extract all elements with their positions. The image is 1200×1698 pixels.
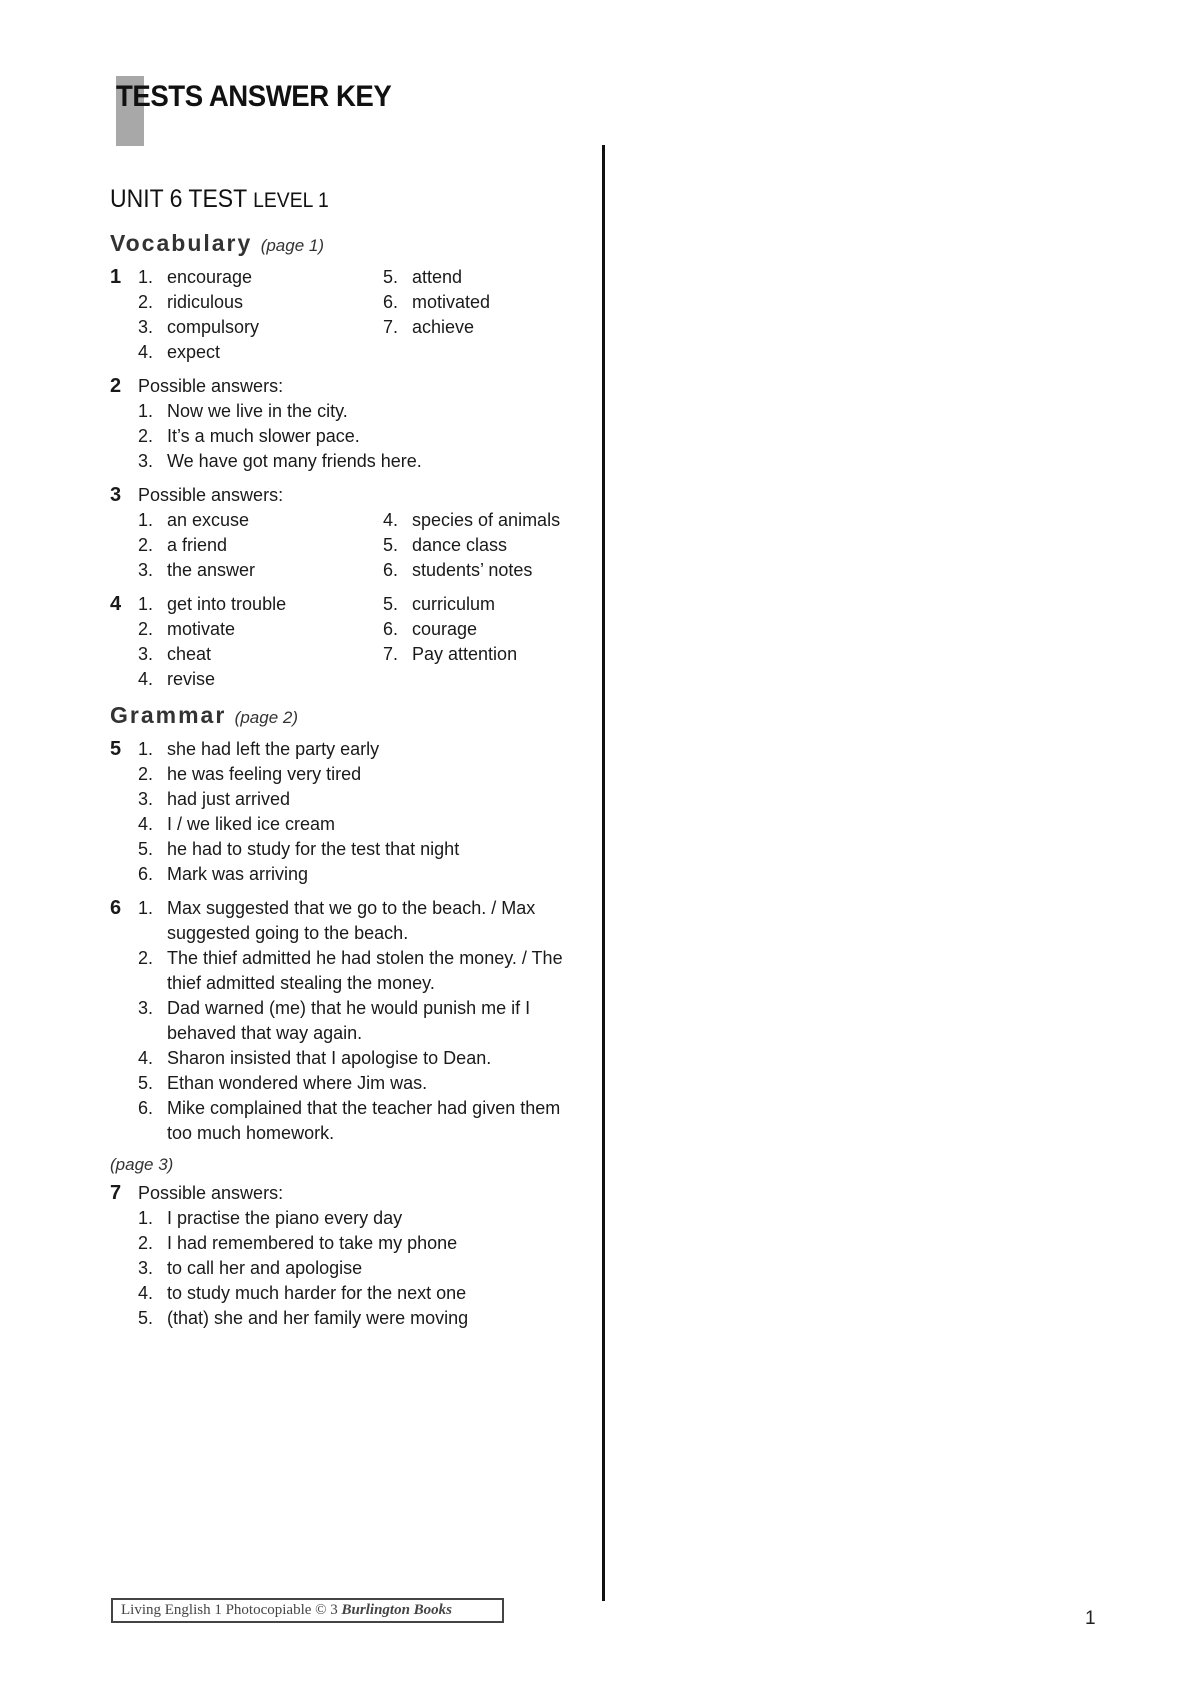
question-intro: Possible answers: — [138, 376, 284, 396]
question-number: 1 — [110, 266, 122, 288]
answer-item: 4. Sharon insisted that I apologise to Dean. — [138, 1048, 492, 1068]
answer-item: 1. an excuse — [138, 510, 250, 530]
question-number: 4 — [110, 593, 122, 615]
footer-copyright — [111, 1598, 504, 1623]
answer-item: 6. courage — [383, 619, 478, 639]
grammar-page-ref: (page 2) — [234, 708, 298, 727]
question-2 — [110, 374, 580, 474]
answer-item: 4. to study much harder for the next one — [138, 1283, 467, 1303]
answer-item: 2. The thief admitted he had stolen the money. / The thief admitted stealing the money. — [138, 948, 563, 993]
answer-item: 5. he had to study for the test that night — [138, 839, 460, 859]
grammar-heading-text: Grammar — [110, 702, 227, 728]
question-number: 3 — [110, 484, 122, 506]
answer-item: 3. cheat — [138, 644, 212, 664]
answer-item: 6. students’ notes — [383, 560, 533, 580]
vocabulary-heading — [110, 230, 580, 257]
answer-item: 4. I / we liked ice cream — [138, 814, 336, 834]
answer-item: 2. he was feeling very tired — [138, 764, 362, 784]
answer-item: 2. a friend — [138, 535, 228, 555]
question-number: 2 — [110, 375, 122, 397]
answer-list — [138, 896, 580, 1146]
vocabulary-page-ref: (page 1) — [260, 236, 325, 255]
answer-item: 6. Mike complained that the teacher had given them too much homework. — [138, 1098, 561, 1143]
left-column — [110, 185, 580, 1340]
page-number: 1 — [1085, 1608, 1096, 1629]
column-divider — [602, 145, 605, 1601]
page-3-ref: (page 3) — [110, 1155, 174, 1174]
unit-title-text: UNIT 6 TEST — [110, 185, 247, 213]
question-intro: Possible answers: — [138, 1183, 284, 1203]
question-1 — [110, 265, 580, 365]
answer-item: 5. curriculum — [383, 594, 496, 614]
answer-item: 1. get into trouble — [138, 594, 287, 614]
answer-item: 7. achieve — [383, 317, 475, 337]
unit-title — [110, 185, 542, 214]
answer-item: 4. revise — [138, 669, 216, 689]
answer-list-right — [383, 508, 580, 583]
answer-item: 2. ridiculous — [138, 292, 244, 312]
answer-item: 1. I practise the piano every day — [138, 1208, 403, 1228]
footer-text: Living English 1 Photocopiable © 3 — [121, 1602, 338, 1618]
answer-item: 2. I had remembered to take my phone — [138, 1233, 458, 1253]
answer-list-left — [138, 592, 383, 692]
answer-item: 6. motivated — [383, 292, 491, 312]
question-6 — [110, 896, 580, 1146]
answer-item: 5. dance class — [383, 535, 508, 555]
answer-item: 4. expect — [138, 342, 221, 362]
question-number: 5 — [110, 738, 122, 760]
answer-item: 5. Ethan wondered where Jim was. — [138, 1073, 428, 1093]
answer-item: 7. Pay attention — [383, 644, 518, 664]
grammar-heading — [110, 702, 580, 729]
answer-item: 1. she had left the party early — [138, 739, 380, 759]
answer-item: 3. the answer — [138, 560, 256, 580]
answer-item: 4. species of animals — [383, 510, 561, 530]
question-5 — [110, 737, 580, 887]
answer-list — [138, 737, 580, 887]
answer-item: 6. Mark was arriving — [138, 864, 309, 884]
answer-item: 5. (that) she and her family were moving — [138, 1308, 469, 1328]
question-4 — [110, 592, 580, 692]
footer-publisher: Burlington Books — [341, 1602, 453, 1618]
answer-item: 1. Max suggested that we go to the beach. / Max suggested going to the beach. — [138, 898, 536, 943]
vocabulary-heading-text: Vocabulary — [110, 230, 253, 256]
answer-item: 1. Now we live in the city. — [138, 401, 348, 421]
answer-item: 3. compulsory — [138, 317, 260, 337]
question-number: 7 — [110, 1182, 122, 1204]
question-3 — [110, 483, 580, 583]
answer-item: 3. We have got many friends here. — [138, 451, 422, 471]
unit-level: LEVEL 1 — [253, 189, 329, 212]
answer-item: 5. attend — [383, 267, 463, 287]
answer-item: 2. motivate — [138, 619, 236, 639]
answer-list-left — [138, 508, 383, 583]
answer-list-right — [383, 265, 580, 365]
answer-item: 1. encourage — [138, 267, 253, 287]
question-7 — [110, 1181, 580, 1331]
answer-list — [138, 399, 580, 474]
answer-item: 2. It’s a much slower pace. — [138, 426, 360, 446]
question-number: 6 — [110, 897, 122, 919]
answer-list-right — [383, 592, 580, 692]
question-intro: Possible answers: — [138, 485, 284, 505]
answer-list — [138, 1206, 580, 1331]
answer-item: 3. had just arrived — [138, 789, 291, 809]
answer-list-left — [138, 265, 383, 365]
page-title: TESTS ANSWER KEY — [116, 80, 392, 113]
answer-item: 3. to call her and apologise — [138, 1258, 363, 1278]
answer-item: 3. Dad warned (me) that he would punish me if I behaved that way again. — [138, 998, 531, 1043]
